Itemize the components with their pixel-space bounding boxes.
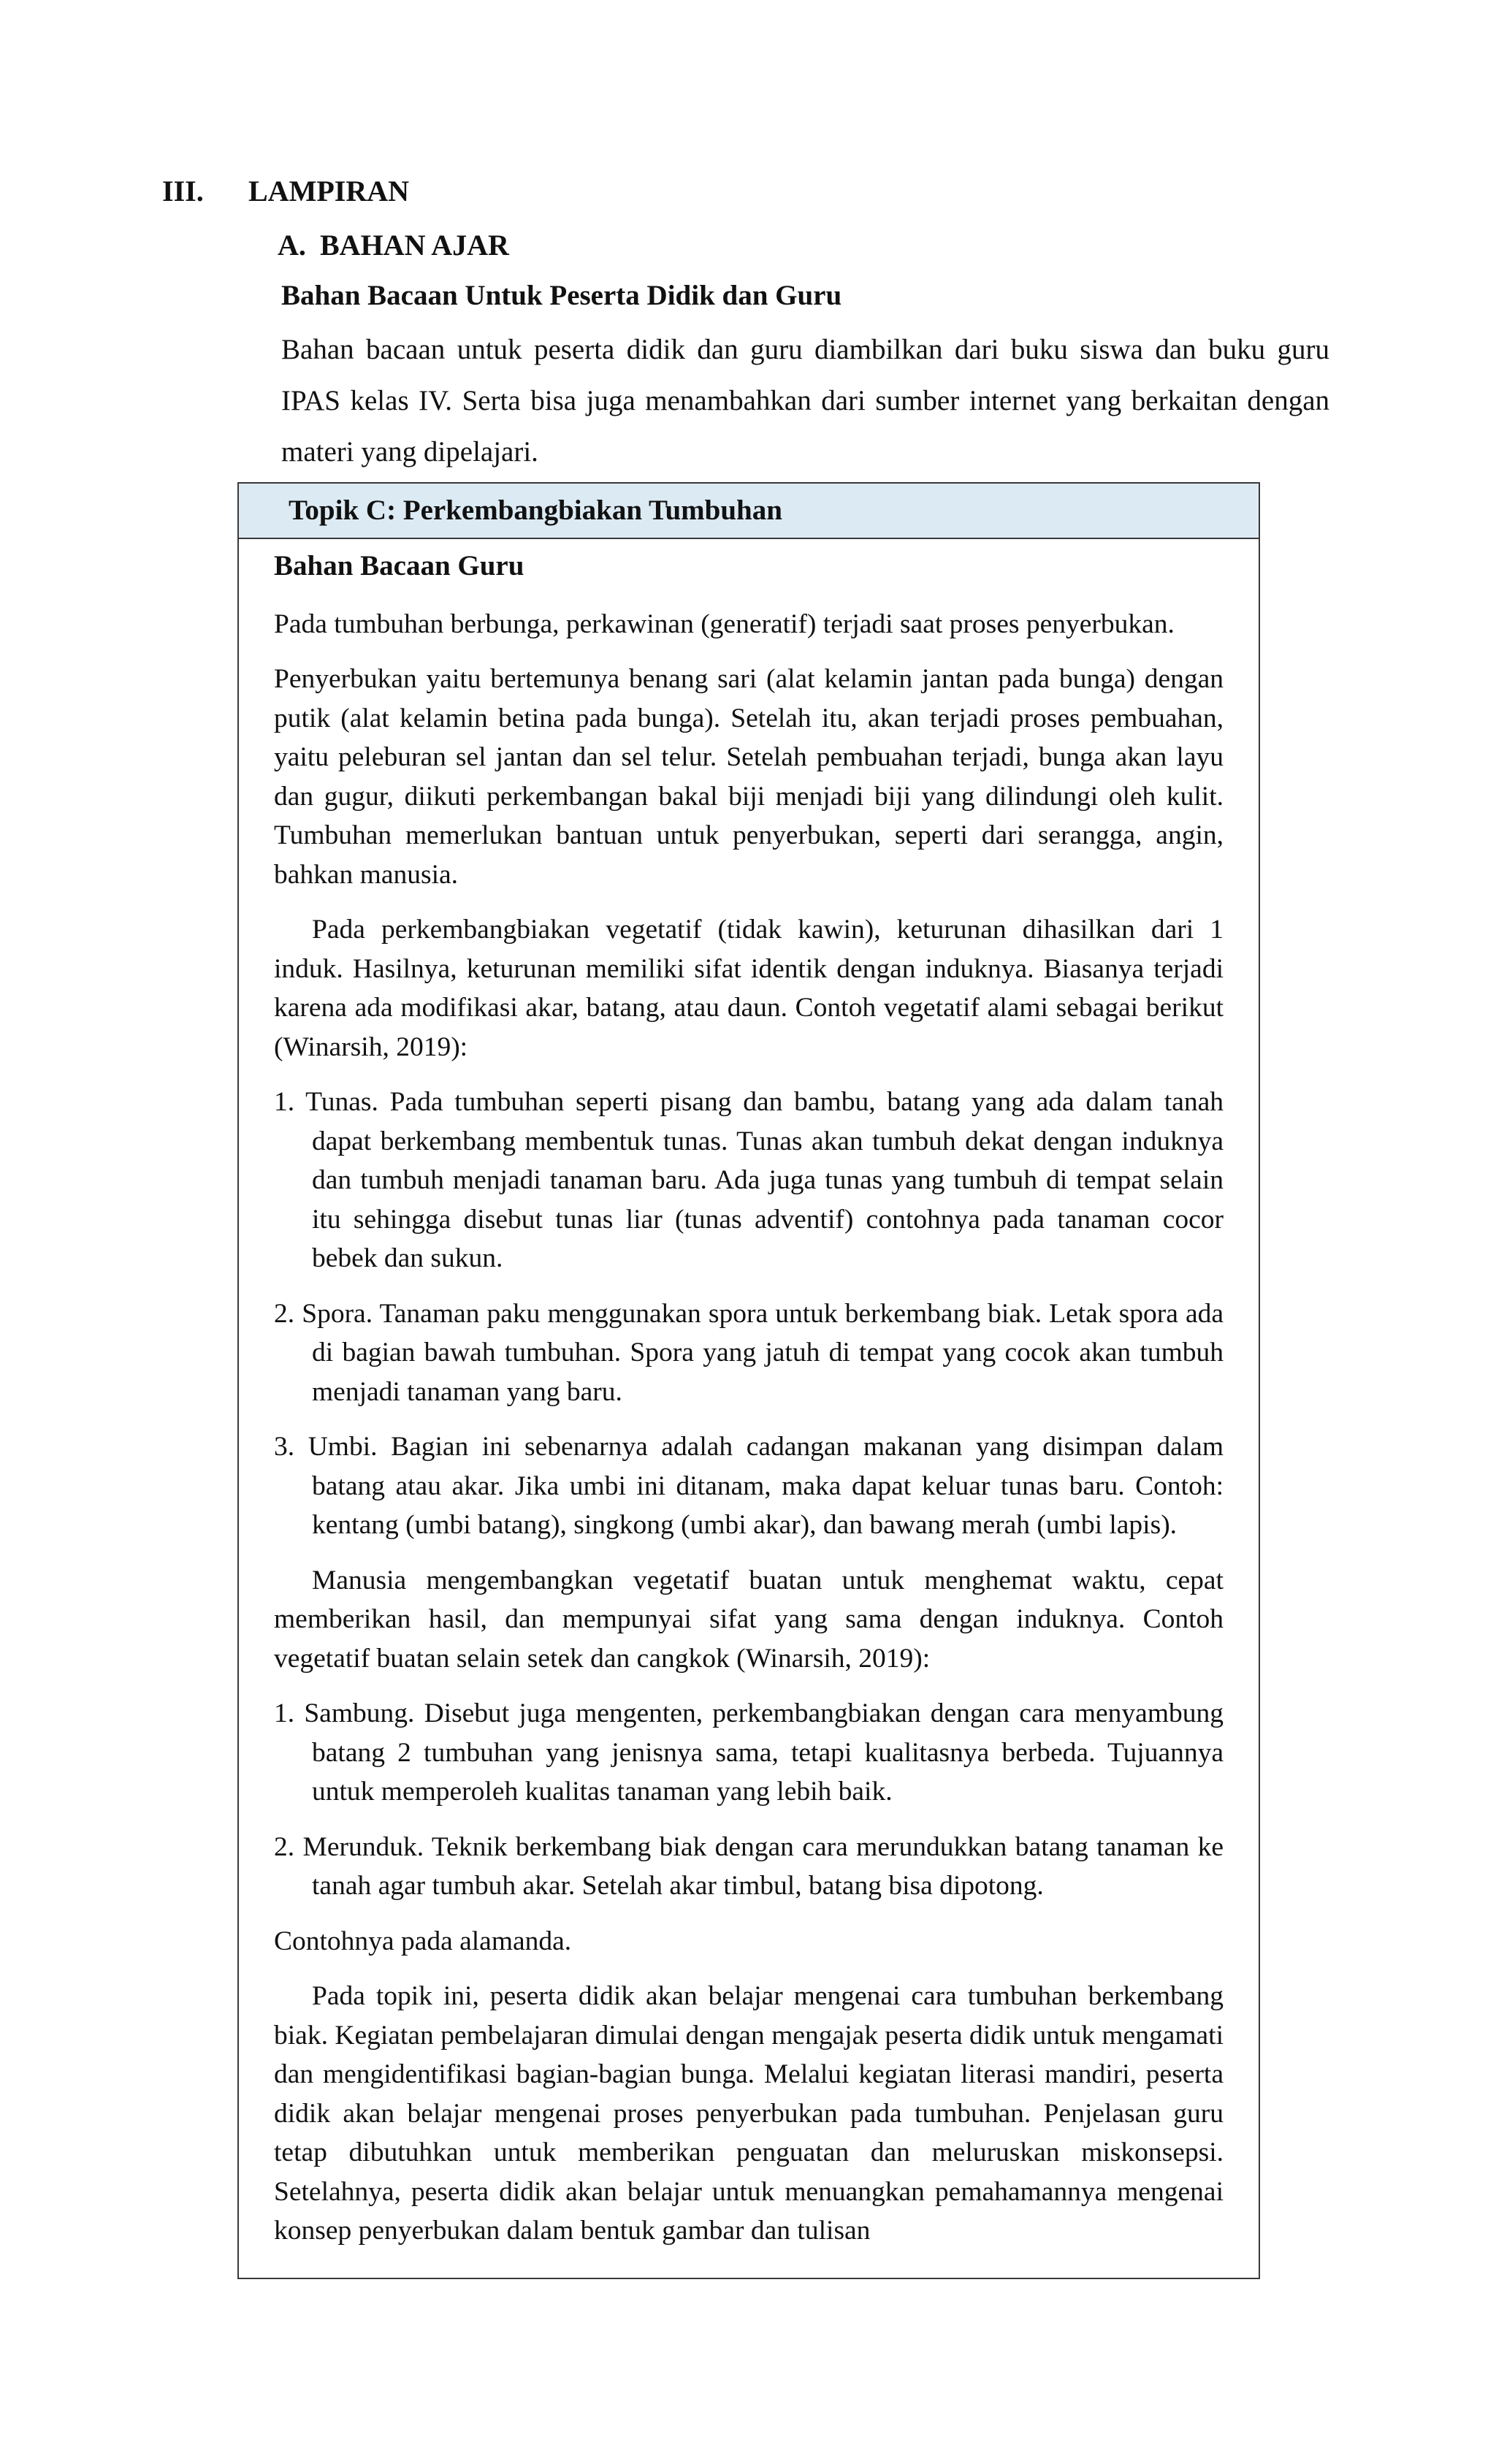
list-item: 1. Tunas. Pada tumbuhan seperti pisang dan bambu, batang yang ada dalam tanah dapat berkembang membentuk tunas. Tunas akan tumbuh dekat dengan induknya dan tumbuh menjadi tanaman baru. Ada juga tunas yang tumbuh di tempat selain itu sehingga disebut tunas liar (tunas adventif) contohnya pada tanaman cocor bebek dan sukun. [274,1087,1224,1273]
reading-title: Bahan Bacaan Guru [274,550,524,581]
topic-box-header: Topik C: Perkembangbiakan Tumbuhan [239,484,1259,539]
topic-box-body [239,539,1259,2251]
list-item: 2. Merunduk. Teknik berkembang biak dengan cara merundukkan batang tanaman ke tanah agar tumbuh akar. Setelah akar timbul, batang bisa dipotong. [274,1831,1224,1901]
paragraph-generative: Pada tumbuhan berbunga, perkawinan (generatif) terjadi saat proses penyerbukan. [274,609,1175,639]
list-item: 1. Sambung. Disebut juga mengenten, perkembangbiakan dengan cara menyambung batang 2 tumbuhan yang jenisnya sama, tetapi kualitasnya berbeda. Tujuannya untuk memperoleh kualitas tanaman yang lebih baik. [274,1698,1224,1807]
topic-box [237,482,1260,2279]
paragraph-artificial-vegetative: Manusia mengembangkan vegetatif buatan untuk menghemat waktu, cepat memberikan hasil, dan mempunyai sifat yang sama dengan induknya. Contoh vegetatif buatan selain setek dan cangkok (Winarsih, 2019): [274,1565,1224,1674]
intro-title: Bahan Bacaan Untuk Peserta Didik dan Guru [281,280,842,311]
section-number: III. [162,175,204,207]
subsection-heading [278,228,509,262]
paragraph-topic-summary: Pada topik ini, peserta didik akan belajar mengenai cara tumbuhan berkembang biak. Kegiatan pembelajaran dimulai dengan mengajak peserta didik untuk mengamati dan mengidentifikasi bagian-bagian bunga. Melalui kegiatan literasi mandiri, peserta didik akan belajar mengenai proses penyerbukan pada tumbuhan. Penjelasan guru tetap dibutuhkan untuk memberikan penguatan dan meluruskan miskonsepsi. Setelahnya, peserta didik akan belajar untuk menuangkan pemahamannya mengenai konsep penyerbukan dalam bentuk gambar dan tulisan [274,1981,1224,2246]
section-heading [162,174,409,208]
subsection-number: A. [278,229,306,262]
paragraph-example: Contohnya pada alamanda. [274,1926,572,1956]
paragraph-vegetative: Pada perkembangbiakan vegetatif (tidak kawin), keturunan dihasilkan dari 1 induk. Hasilnya, keturunan memiliki sifat identik dengan induknya. Biasanya terjadi karena ada modifikasi akar, batang, atau daun. Contoh vegetatif alami sebagai berikut (Winarsih, 2019): [274,915,1224,1062]
list-item: 2. Spora. Tanaman paku menggunakan spora untuk berkembang biak. Letak spora ada di bagian bawah tumbuhan. Spora yang jatuh di tempat yang cocok akan tumbuh menjadi tanaman yang baru. [274,1298,1224,1407]
paragraph-pollination: Penyerbukan yaitu bertemunya benang sari (alat kelamin jantan pada bunga) dengan putik (alat kelamin betina pada bunga). Setelah itu, akan terjadi proses pembuahan, yaitu peleburan sel jantan dan sel telur. Setelah pembuahan terjadi, bunga akan layu dan gugur, diikuti perkembangan bakal biji menjadi biji yang dilindungi oleh kulit. Tumbuhan memerlukan bantuan untuk penyerbukan, seperti dari serangga, angin, bahkan manusia. [274,664,1224,890]
subsection-title: BAHAN AJAR [320,229,509,262]
intro-paragraph: Bahan bacaan untuk peserta didik dan guru diambilkan dari buku siswa dan buku guru IPAS kelas IV. Serta bisa juga menambahkan dari sumber internet yang berkaitan dengan materi yang dipelajari. [281,334,1329,468]
list-item: 3. Umbi. Bagian ini sebenarnya adalah cadangan makanan yang disimpan dalam batang atau akar. Jika umbi ini ditanam, maka dapat keluar tunas baru. Contoh: kentang (umbi batang), singkong (umbi akar), dan bawang merah (umbi lapis). [274,1432,1224,1540]
section-title: LAMPIRAN [248,175,409,207]
